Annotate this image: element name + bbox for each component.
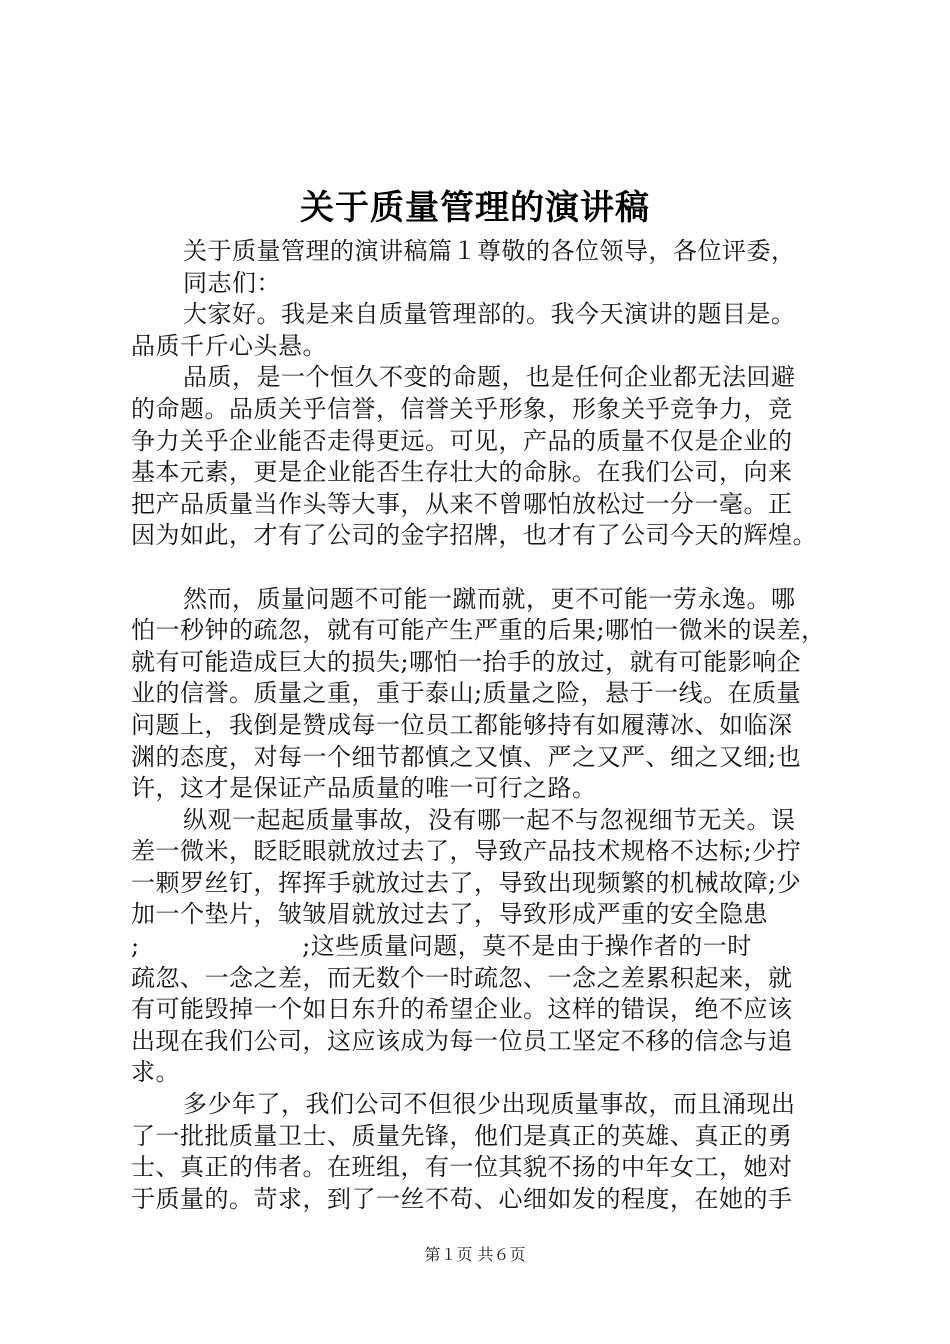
- page-footer: 第１页 共６页: [424, 1245, 526, 1264]
- body-line: 业的信誉。质量之重，重于泰山;质量之险，悬于一线。在质量: [131, 679, 802, 708]
- body-line: 士、真正的伟者。在班组，有一位其貌不扬的中年女工，她对: [131, 1153, 793, 1182]
- body-line: 加一个垫片，皱皱眉就放过去了，导致形成严重的安全隐患: [131, 900, 768, 929]
- body-line: 大家好。我是来自质量管理部的。我今天演讲的题目是。: [183, 300, 796, 329]
- body-line: 同志们：: [183, 268, 281, 297]
- body-line: 出现在我们公司，这应该成为每一位员工坚定不移的信念与追: [131, 1026, 793, 1055]
- body-line: 品质千斤心头悬。: [131, 331, 327, 360]
- body-line: 有可能毁掉一个如日东升的希望企业。这样的错误，绝不应该: [131, 995, 793, 1024]
- body-line: 因为如此，才有了公司的金字招牌，也才有了公司今天的辉煌。: [131, 521, 817, 550]
- body-line: 多少年了，我们公司不但很少出现质量事故，而且涌现出: [183, 1090, 796, 1119]
- body-line: 然而，质量问题不可能一蹴而就，更不可能一劳永逸。哪: [183, 584, 796, 613]
- paragraph-gap: [131, 552, 831, 584]
- body-line: ; ;这些质量问题，莫不是由于操作者的一时: [131, 932, 752, 961]
- body-line: 把产品质量当作头等大事，从来不曾哪怕放松过一分一毫。正: [131, 489, 793, 518]
- body-line: 关于质量管理的演讲稿篇１尊敬的各位领导，各位评委，: [183, 237, 796, 265]
- body-line: 一颗罗丝钉，挥挥手就放过去了，导致出现频繁的机械故障;少: [131, 868, 802, 897]
- body-line: 的命题。品质关乎信誉，信誉关乎形象，形象关乎竞争力，竞: [131, 394, 793, 423]
- body-line: 就有可能造成巨大的损失;哪怕一抬手的放过，就有可能影响企: [131, 647, 802, 676]
- body-line: 品质，是一个恒久不变的命题，也是任何企业都无法回避: [183, 363, 796, 392]
- document-body: [131, 236, 831, 1215]
- body-line: 争力关乎企业能否走得更远。可见，产品的质量不仅是企业的: [131, 426, 793, 455]
- body-line: 了一批批质量卫士、质量先锋，他们是真正的英雄、真正的勇: [131, 1121, 793, 1150]
- body-line: 求。: [131, 1058, 180, 1087]
- body-line: 渊的态度，对每一个细节都慎之又慎、严之又严、细之又细;也: [131, 742, 802, 771]
- body-line: 差一微米，眨眨眼就放过去了，导致产品技术规格不达标;少拧: [131, 837, 802, 866]
- document-title: 关于质量管理的演讲稿: [300, 188, 650, 228]
- body-line: 基本元素，更是企业能否生存壮大的命脉。在我们公司，向来: [131, 458, 793, 487]
- body-line: 许，这才是保证产品质量的唯一可行之路。: [131, 774, 597, 803]
- body-line: 问题上，我倒是赞成每一位员工都能够持有如履薄冰、如临深: [131, 710, 793, 739]
- body-line: 纵观一起起质量事故，没有哪一起不与忽视细节无关。误: [183, 805, 796, 834]
- body-line: 怕一秒钟的疏忽，就有可能产生严重的后果;哪怕一微米的误差，: [131, 616, 826, 645]
- body-line: 疏忽、一念之差，而无数个一时疏忽、一念之差累积起来，就: [131, 963, 793, 992]
- body-line: 于质量的。苛求，到了一丝不苟、心细如发的程度，在她的手: [131, 1184, 793, 1213]
